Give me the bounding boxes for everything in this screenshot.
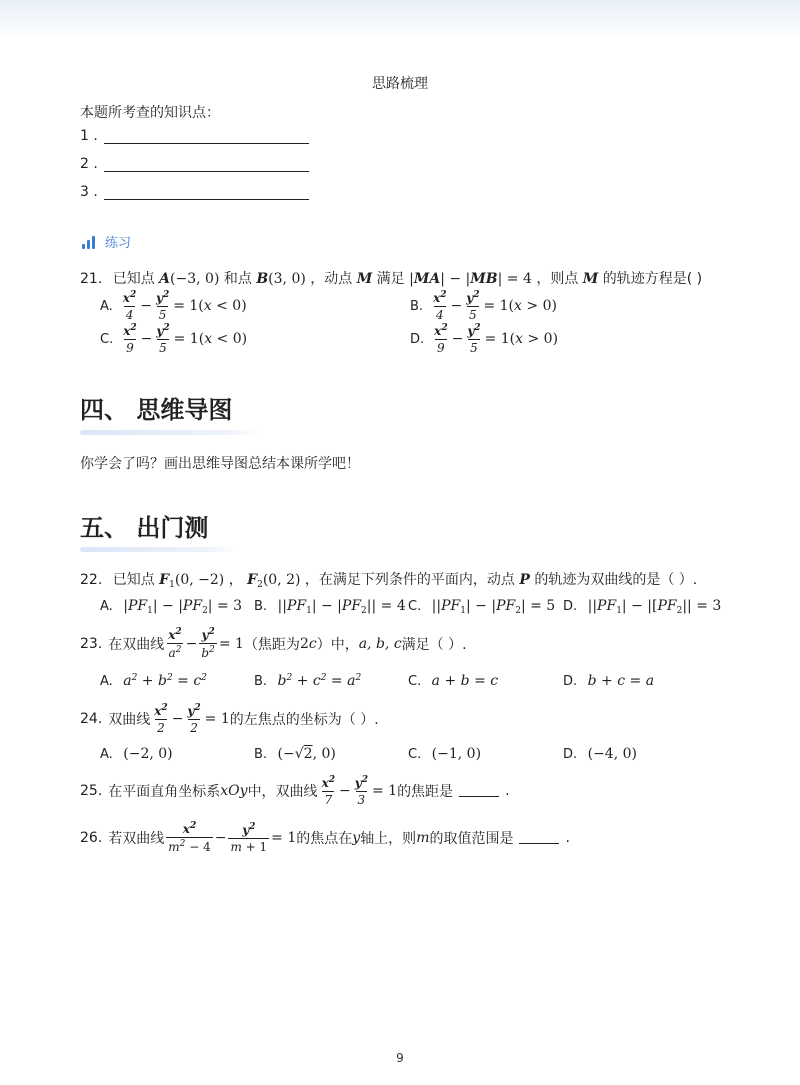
- option-label: D.: [410, 331, 425, 347]
- top-gradient-band: [0, 0, 800, 40]
- option-label: D.: [563, 747, 578, 762]
- fraction: $\frac{x^2}{4}$: [433, 290, 447, 322]
- knowledge-prompt: [80, 102, 220, 122]
- practice-heading: [82, 232, 131, 251]
- stem-text: 和点: [223, 271, 252, 287]
- question-26: 26. 若双曲线 $\frac{x^2}{m^2 - 4}$ − $\frac{y^2}{m + 1}$ = 1 的焦点在 y 轴上，则 m 的取值范围是 .: [80, 821, 570, 854]
- q24-option-a[interactable]: A. (−2, 0): [100, 746, 173, 762]
- answer-blank[interactable]: [519, 832, 559, 844]
- q24-option-d[interactable]: D. (−4, 0): [563, 746, 637, 762]
- stem-text: 的焦距是: [397, 784, 454, 800]
- knowledge-item-label: 2 .: [80, 156, 98, 172]
- knowledge-prompt-text: 本题所考查的知识点：: [80, 105, 220, 121]
- q22-option-b[interactable]: B. $||PF_1| - |PF_2|| = 4$: [254, 598, 406, 616]
- fraction: $\frac{x^2}{2}$: [154, 703, 168, 735]
- question-21: [80, 268, 702, 288]
- knowledge-item-3: [80, 184, 309, 200]
- stem-text: 轴上，则: [360, 830, 417, 847]
- page-title: [0, 73, 800, 93]
- option-label: B.: [254, 599, 268, 614]
- option-label: A.: [100, 747, 113, 762]
- fraction: $\frac{y^2}{3}$: [354, 775, 368, 807]
- knowledge-item-label: 3 .: [80, 184, 98, 200]
- q23-option-a[interactable]: A. $a^2 + b^2 = c^2$: [100, 673, 207, 689]
- question-22: [80, 569, 697, 590]
- section-5-title: [80, 508, 208, 543]
- knowledge-item-label: 1 .: [80, 128, 98, 144]
- stem-text: .: [565, 829, 570, 846]
- knowledge-item-2: [80, 156, 309, 172]
- stem-text: 中，双曲线: [247, 784, 318, 800]
- math-point-a: A(−3, 0): [159, 271, 220, 287]
- answer-blank[interactable]: [459, 785, 499, 797]
- q24-option-c[interactable]: C. (−1, 0): [408, 746, 482, 762]
- option-label: D.: [563, 674, 578, 689]
- math-point-b: B(3, 0): [256, 271, 306, 287]
- fill-in-line[interactable]: [104, 158, 309, 172]
- fraction: $\frac{y^2}{5}$: [155, 290, 170, 322]
- question-25: 25. 在平面直角坐标系 xOy 中，双曲线 $\frac{x^2}{7}$ − $\frac{y^2}{3}$ = 1 的焦距是 .: [80, 775, 510, 807]
- stem-text: （焦距为: [243, 636, 300, 653]
- math-point-m: M: [356, 271, 373, 287]
- math-point-f1: $F_1(0$, −2): [159, 572, 225, 590]
- section-title-text: 五、 出门测: [80, 514, 209, 542]
- question-number: 24.: [80, 711, 103, 727]
- fraction: $\frac{y^2}{b^2}$: [201, 627, 215, 660]
- practice-label: 练习: [105, 236, 132, 251]
- q23-option-d[interactable]: D. b + c = a: [563, 673, 655, 689]
- stem-text: 在双曲线: [108, 636, 165, 653]
- option-label: C.: [408, 747, 422, 762]
- section-4-prompt: [80, 453, 360, 473]
- fraction: $\frac{y^2}{2}$: [187, 703, 201, 735]
- stem-text: 在平面直角坐标系: [108, 784, 221, 800]
- question-23: 23. 在双曲线 $\frac{x^2}{a^2}$ − $\frac{y^2}{b^2}$ = 1 （焦距为 2c ）中， a, b, c 满足（ ）.: [80, 627, 467, 660]
- stem-text: 已知点: [112, 271, 155, 287]
- math-point-m: M: [582, 271, 599, 287]
- section-prompt-text: 你学会了吗？画出思维导图总结本课所学吧！: [80, 456, 360, 472]
- fraction: $\frac{y^2}{5}$: [156, 323, 170, 355]
- q21-option-c[interactable]: C. $\frac{x^2}{9}$ − $\frac{y^2}{5}$ = 1(x < 0): [100, 323, 248, 355]
- fraction: $\frac{x^2}{4}$: [122, 290, 137, 322]
- fraction: $\frac{x^2}{7}$: [321, 775, 335, 807]
- page-number: [0, 1051, 800, 1065]
- question-24: 24. 双曲线 $\frac{x^2}{2}$ − $\frac{y^2}{2}$ = 1 的左焦点的坐标为（ ）.: [80, 703, 379, 735]
- option-label: A.: [100, 298, 113, 314]
- q21-option-a[interactable]: A. $\frac{x^2}{4}$ − $\frac{y^2}{5}$ = 1(x < 0): [100, 290, 247, 322]
- stem-text: ）中，: [316, 636, 359, 653]
- fraction: $\frac{y^2}{m + 1}$: [230, 821, 268, 854]
- q23-option-b[interactable]: B. $b^2 + c^2 = a^2$: [254, 673, 362, 689]
- fraction: $\frac{x^2}{m^2 - 4}$: [168, 821, 211, 854]
- q22-option-c[interactable]: C. $||PF_1| - |PF_2| = 5$: [408, 598, 556, 616]
- option-label: C.: [408, 674, 422, 689]
- q22-option-d[interactable]: D. $||PF_1| - |[PF_2|| = 3$: [563, 598, 722, 616]
- section-title-text: 四、 思维导图: [80, 396, 233, 424]
- question-number: 26.: [80, 829, 103, 846]
- option-label: B.: [254, 674, 268, 689]
- math-point-f2: $F_2(0$, 2): [247, 572, 301, 590]
- q23-option-c[interactable]: C. a + b = c: [408, 673, 499, 689]
- stem-text: .: [505, 783, 510, 799]
- q21-option-d[interactable]: D. $\frac{x^2}{9}$ − $\frac{y^2}{5}$ = 1(x > 0): [410, 323, 559, 355]
- stem-text: ，在满足下列条件的平面内，动点: [304, 572, 515, 588]
- q21-option-b[interactable]: B. $\frac{x^2}{4}$ − $\frac{y^2}{5}$ = 1(x > 0): [410, 290, 557, 322]
- section-4-underline: [80, 430, 262, 435]
- stem-text: 的焦点在: [296, 830, 353, 847]
- knowledge-item-1: [80, 128, 309, 144]
- option-label: D.: [563, 599, 578, 614]
- page-title-text: 思路梳理: [372, 76, 428, 92]
- q24-option-b[interactable]: B. (−√2, 0): [254, 746, 336, 762]
- option-label: C.: [408, 599, 422, 614]
- fraction: $\frac{x^2}{a^2}$: [168, 627, 182, 660]
- page-number-text: 9: [396, 1051, 404, 1065]
- q22-option-a[interactable]: A. $|PF_1| - |PF_2| = 3$: [100, 598, 243, 616]
- question-number: 22.: [80, 572, 103, 588]
- fraction: $\frac{y^2}{5}$: [466, 290, 480, 322]
- stem-text: ，: [228, 572, 243, 588]
- stem-text: 的轨迹方程是( ): [602, 271, 703, 287]
- fraction: $\frac{x^2}{9}$: [123, 323, 137, 355]
- stem-text: 满足: [376, 271, 405, 287]
- option-label: A.: [100, 599, 113, 614]
- fill-in-line[interactable]: [104, 130, 309, 144]
- stem-text: ，动点: [310, 271, 353, 287]
- stem-text: 双曲线: [108, 712, 151, 728]
- stem-text: 的取值范围是: [429, 830, 514, 847]
- fraction: $\frac{y^2}{5}$: [467, 323, 481, 355]
- section-4-title: [80, 390, 232, 425]
- bar-chart-icon: [82, 235, 95, 249]
- option-label: C.: [100, 331, 114, 347]
- stem-text: 的左焦点的坐标为（ ）.: [229, 712, 379, 728]
- stem-text: ，则点: [536, 271, 579, 287]
- stem-text: 的轨迹为双曲线的是（ ）.: [534, 572, 698, 588]
- stem-text: 若双曲线: [108, 830, 165, 847]
- math-condition: |MA| − |MB| = 4: [409, 271, 532, 287]
- stem-text: 已知点: [112, 572, 155, 588]
- question-number: 21.: [80, 271, 103, 287]
- option-label: B.: [254, 747, 268, 762]
- question-number: 25.: [80, 783, 103, 799]
- section-5-underline: [80, 547, 238, 552]
- stem-text: 满足（ ）.: [401, 636, 467, 653]
- fill-in-line[interactable]: [104, 186, 309, 200]
- question-number: 23.: [80, 635, 103, 652]
- option-label: A.: [100, 674, 113, 689]
- math-point-p: P: [519, 572, 530, 588]
- option-label: B.: [410, 298, 424, 314]
- fraction: $\frac{x^2}{9}$: [434, 323, 448, 355]
